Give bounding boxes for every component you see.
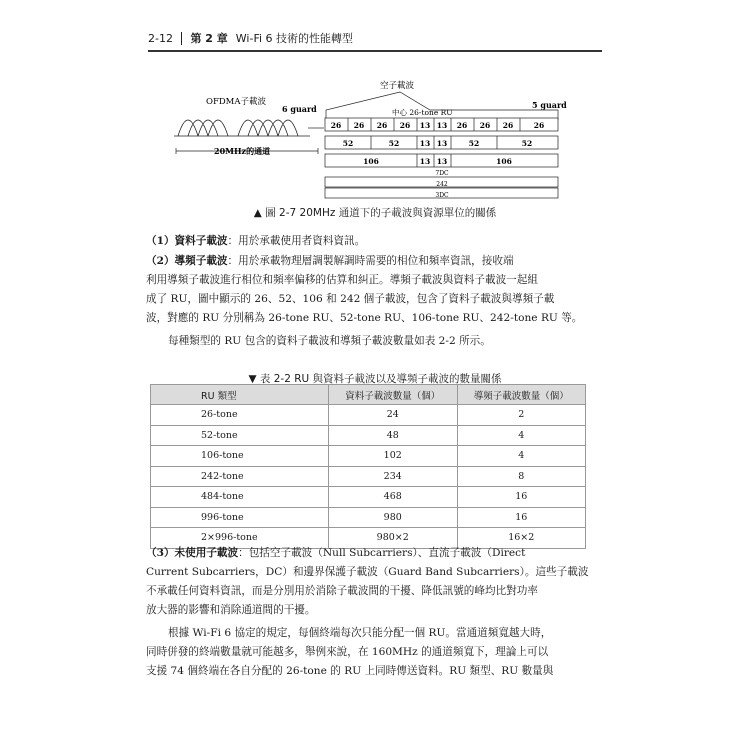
table-cell: 16 [457,507,586,528]
table-cell: 16 [457,487,586,508]
term-data-subcarrier: （1）資料子載波 [146,235,228,247]
text: Current Subcarriers，DC）和邊界保護子載波（Guard Band Subcarriers）。這些子載波 [146,566,589,578]
header-divider [181,32,183,45]
ru-cell: 13 [436,139,448,148]
paragraph-unused-subcarrier [146,544,604,620]
table-row [151,487,586,508]
figure-caption: ▲ 圖 2-7 20MHz 通道下的子載波與資源單位的關係 [253,207,497,219]
center-ru-label: 中心 26-tone RU [392,108,453,117]
ru242-label: 242 [436,181,448,188]
text: 成了 RU，圖中顯示的 26、52、106 和 242 個子載波，包含了資料子載波與導頻子載 [146,293,555,305]
ru-cell: 52 [342,139,354,148]
table-cell: 468 [329,487,458,508]
table-row [151,405,586,426]
text: 利用導頻子載波進行相位和頻率偏移的估算和糾正。導頻子載波與資料子載波一起組 [146,274,538,286]
text: 同時併發的終端數量就可能越多，舉例來說，在 160MHz 的通道頻寬下，理論上可以 [146,646,549,658]
text: ：用於承載使用者資料資訊。 [227,235,366,247]
ru-cell: 106 [496,157,512,166]
table-cell: 2×996-tone [151,528,329,549]
guard-right-label: 5 guard [532,100,567,110]
ru-cell: 26 [479,121,491,130]
ru-cell: 13 [436,157,448,166]
table-cell: 980×2 [329,528,458,549]
ru-cell: 26 [353,121,365,130]
ru-cell: 52 [388,139,400,148]
text: ：包括空子載波（Null Subcarriers）、直流子載波（Direct [238,547,526,559]
term-pilot-subcarrier: （2）導頻子載波 [146,255,228,267]
dc7-label: 7DC [435,170,449,177]
paragraph-pilot-subcarrier [146,252,604,328]
table-cell: 102 [329,446,458,467]
ru-diagram [170,80,590,200]
ru-cell: 26 [330,121,342,130]
text: 根據 Wi-Fi 6 協定的規定，每個終端每次只能分配一個 RU。當通道頻寬越大時， [168,627,552,639]
table-cell: 4 [457,425,586,446]
header-pilot-count: 導頻子載波數量（個） [457,385,586,405]
table-cell: 242-tone [151,466,329,487]
ru-cell: 106 [363,157,379,166]
table-row [151,507,586,528]
table-cell: 48 [329,425,458,446]
ru-cell: 13 [419,139,431,148]
table-cell: 16×2 [457,528,586,549]
header-ru-type: RU 類型 [151,385,329,405]
chapter-title: Wi-Fi 6 技術的性能轉型 [235,32,354,45]
ru-cell: 52 [521,139,533,148]
text: 放大器的影響和消除通道間的干擾。 [146,604,316,616]
ru-cell: 26 [456,121,468,130]
guard-left-label: 6 guard [282,104,317,114]
chapter-number: 第 2 章 [190,32,228,45]
table-cell: 4 [457,446,586,467]
ru-cell: 13 [419,157,431,166]
header-rule [148,50,602,52]
paragraph-data-subcarrier [146,232,604,251]
paragraph-wifi6-ru [146,624,604,681]
ru-cell: 26 [399,121,411,130]
table-cell: 52-tone [151,425,329,446]
empty-subcarrier-label: 空子載波 [380,81,415,91]
text: ：用於承載物理層調製解調時需要的相位和頻率資訊，接收端 [227,255,514,267]
ru-cell: 13 [419,121,431,130]
ru-cell: 26 [376,121,388,130]
ru-table [150,384,586,549]
text: 支援 74 個終端在各自分配的 26-tone 的 RU 上同時傳送資料。RU 類型、RU 數量與 [146,665,554,677]
table-cell: 106-tone [151,446,329,467]
table-cell: 8 [457,466,586,487]
page-header [148,30,608,46]
table-cell: 996-tone [151,507,329,528]
text: 不承載任何資料資訊，而是分別用於消除子載波間的干擾、降低訊號的峰均比對功率 [146,585,538,597]
table-cell: 980 [329,507,458,528]
ru-cell: 26 [533,121,545,130]
text: 每種類型的 RU 包含的資料子載波和導頻子載波數量如表 2-2 所示。 [168,335,491,347]
table-row [151,425,586,446]
table-caption: ▼ 表 2-2 RU 與資料子載波以及導頻子載波的數量關係 [248,373,502,385]
text: 波，對應的 RU 分別稱為 26-tone RU、52-tone RU、106-tone RU、242-tone RU 等。 [146,312,583,324]
table-cell: 26-tone [151,405,329,426]
table-cell: 484-tone [151,487,329,508]
term-unused-subcarrier: （3）未使用子載波 [146,547,239,559]
ru-cell: 26 [502,121,514,130]
table-cell: 2 [457,405,586,426]
header-data-count: 資料子載波數量（個） [329,385,458,405]
table-cell: 234 [329,466,458,487]
table-header-row [151,385,586,405]
figure-2-7 [170,80,590,200]
ofdma-waves [174,120,310,136]
ru-cell: 52 [468,139,480,148]
channel-label: 20MHz的通道 [214,146,271,156]
table-cell: 24 [329,405,458,426]
paragraph-table-intro [168,332,604,351]
page-number: 2-12 [148,31,173,45]
ofdma-label: OFDMA子載波 [206,97,267,107]
table-row [151,446,586,467]
ru-cell: 13 [436,121,448,130]
table-row [151,466,586,487]
dc3-label: 3DC [435,192,449,199]
